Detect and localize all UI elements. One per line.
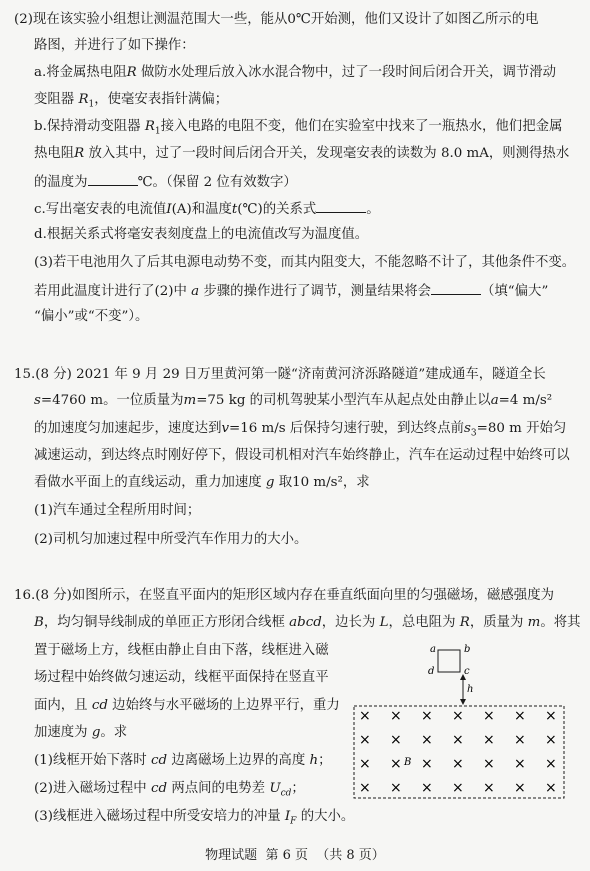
field-crosses [359, 708, 557, 796]
field-cross: × [359, 732, 371, 748]
page-footer: 物理试题 第 6 页 （共 8 页） [205, 848, 385, 863]
corner-label-b: b [464, 644, 471, 655]
field-cross: × [483, 780, 495, 796]
field-cross: × [514, 732, 526, 748]
q15-line1: 15.(8 分) 2021 年 9 月 29 日万里黄河第一隧“济南黄河济泺路隧道”建成通车，隧道全长 [14, 367, 546, 382]
field-cross: × [421, 780, 433, 796]
corner-label-d: d [428, 666, 435, 677]
q14-part3-line3: “偏小”或“不变”）。 [34, 309, 149, 324]
field-cross: × [390, 732, 402, 748]
q14-step-d: d.根据关系式将毫安表刻度盘上的电流值改写为温度值。 [34, 227, 369, 242]
answer-blank [88, 172, 138, 186]
square-loop [438, 650, 460, 672]
q15-line2: s=4760 m。一位质量为m=75 kg 的司机驾驶某小型汽车从起点处由静止以a=4 m/s² [34, 393, 553, 408]
field-cross: × [452, 780, 464, 796]
q16-subq2: (2)进入磁场过程中 cd 两点间的电势差 $U_{cd}$； [34, 781, 305, 799]
field-cross: × [452, 756, 464, 772]
field-cross: × [452, 708, 464, 724]
corner-label-c: c [464, 666, 470, 677]
q14-part2-line1: (2)现在该实验小组想让测温范围大一些，能从0℃开始测，他们又设计了如图乙所示的电 [14, 12, 539, 27]
field-cross: × [483, 708, 495, 724]
q16-line3: 置于磁场上方，线框由静止自由下落，线框进入磁 [34, 643, 329, 658]
field-cross: × [545, 708, 557, 724]
field-cross: × [359, 756, 371, 772]
q14-part3-line2: 若用此温度计进行了(2)中 a 步骤的操作进行了调节，测量结果将会 （填“偏大” [34, 281, 548, 301]
q15-subq2: (2)司机匀加速过程中所受汽车作用力的大小。 [34, 532, 308, 547]
field-cross: × [421, 708, 433, 724]
q16-line1: 16.(8 分)如图所示，在竖直平面内的矩形区域内存在垂直纸面向里的匀强磁场，磁感强度为 [14, 588, 554, 603]
field-cross: × [359, 780, 371, 796]
field-cross: × [514, 708, 526, 724]
q15-subq1: (1)汽车通过全程所用时间； [34, 503, 201, 518]
field-cross: × [452, 732, 464, 748]
field-cross: × [390, 780, 402, 796]
field-cross: × [514, 756, 526, 772]
field-cross: × [359, 708, 371, 724]
field-cross: × [390, 708, 402, 724]
field-cross: × [514, 780, 526, 796]
answer-blank [316, 199, 366, 213]
q16-subq1: (1)线框开始下落时 cd 边离磁场上边界的高度 h； [34, 753, 332, 768]
q14-step-a-line2: 变阻器 $R_1$，使毫安表指针满偏； [34, 92, 229, 110]
q16-line6: 加速度为 g。求 [34, 725, 128, 740]
q15-line4: 减速运动，到达终点时刚好停下，假设司机相对汽车始终静止，汽车在运动过程中始终可以 [34, 448, 570, 463]
q14-step-b-line1: b.保持滑动变阻器 $R_1$接入电路的电阻不变，他们在实验室中找来了一瓶热水，他们把金属 [34, 119, 563, 137]
field-cross: × [545, 780, 557, 796]
magnetic-field-figure [350, 640, 580, 800]
q14-step-c: c.写出毫安表的电流值I(A)和温度t(℃)的关系式 。 [34, 199, 380, 219]
field-cross: × [545, 732, 557, 748]
field-cross: × [421, 756, 433, 772]
field-cross: × [483, 732, 495, 748]
height-label: h [467, 684, 474, 695]
height-arrow-bottom-head [460, 699, 466, 705]
corner-label-a: a [430, 644, 436, 655]
q16-subq3: (3)线框进入磁场过程中所受安培力的冲量 $I_F$ 的大小。 [34, 809, 355, 827]
answer-blank [431, 281, 481, 295]
q14-step-a-line1: a.将金属热电阻R 做防水处理后放入冰水混合物中，过了一段时间后闭合开关，调节滑动 [34, 65, 557, 80]
q16-line5: 面内，且 cd 边始终与水平磁场的上边界平行，重力 [34, 698, 340, 713]
q16-line2: B，均匀铜导线制成的单匝正方形闭合线框 abcd，边长为 L，总电阻为 R，质量为 m。将其 [34, 615, 581, 630]
q14-part2-line2: 路图，并进行了如下操作： [34, 38, 195, 53]
field-cross: × [545, 756, 557, 772]
field-label-B: B [404, 757, 412, 768]
field-cross: × [421, 732, 433, 748]
q14-part3-line1: (3)若干电池用久了后其电源电动势不变，而其内阻变大，不能忽略不计了，其他条件不变。 [34, 255, 576, 270]
q15-line3: 的加速度匀加速起步，速度达到v=16 m/s 后保持匀速行驶，到达终点前$s_3=80$ m 开始匀 [34, 421, 567, 439]
q14-step-b-line2: 热电阻R 放入其中，过了一段时间后闭合开关，发现毫安表的读数为 8.0 mA，则测得热水 [34, 146, 570, 161]
q14-step-b-line3: 的温度为 ℃。（保留 2 位有效数字） [34, 172, 297, 192]
field-cross: × [483, 756, 495, 772]
q15-line5: 看做水平面上的直线运动，重力加速度 g 取10 m/s²，求 [34, 475, 370, 490]
q16-line4: 场过程中始终做匀速运动，线框平面保持在竖直平 [34, 670, 329, 685]
field-cross: × [390, 756, 402, 772]
